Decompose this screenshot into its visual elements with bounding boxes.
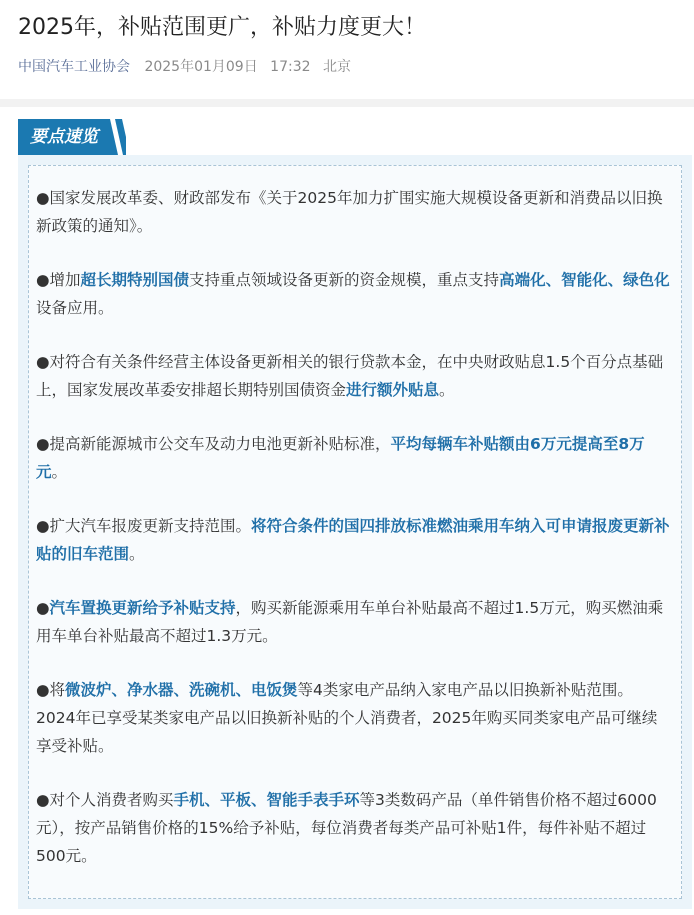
bullet-text: ● bbox=[36, 599, 50, 617]
article-title: 2025年，补贴范围更广，补贴力度更大！ bbox=[18, 15, 426, 40]
bullet-text: 等3类数码产品（单件销售价格不超过6000元），按产品销售价格的15%给予补贴，每位消费者每类产品可补贴1件，每件补贴不超过500元。 bbox=[36, 791, 657, 865]
summary-bullet bbox=[36, 594, 672, 650]
summary-bullet-list bbox=[36, 184, 672, 896]
summary-bullet bbox=[36, 430, 672, 486]
bullet-text: ●对符合有关条件经营主体设备更新相关的银行贷款本金，在中央财政贴息1.5个百分点基础上，国家发展改革委安排超长期特别国债资金 bbox=[36, 353, 664, 399]
bullet-text: ●国家发展改革委、财政部发布《关于2025年加力扩围实施大规模设备更新和消费品以旧换新政策的通知》。 bbox=[36, 189, 663, 235]
bullet-text: 设备应用。 bbox=[36, 299, 114, 317]
bullet-highlight-text: 超长期特别国债 bbox=[80, 271, 190, 289]
article-source-link[interactable]: 中国汽车工业协会 bbox=[18, 59, 130, 75]
publish-time: 17:32 bbox=[270, 59, 311, 75]
bullet-text: ●将 bbox=[36, 681, 66, 699]
bullet-text: 。 bbox=[439, 381, 455, 399]
bullet-text: 。 bbox=[51, 463, 68, 481]
bullet-text: ●扩大汽车报废更新支持范围。 bbox=[36, 517, 252, 535]
summary-bullet bbox=[36, 266, 672, 322]
bullet-highlight-text: 汽车置换更新给予补贴支持 bbox=[49, 599, 236, 617]
section-label-text: 要点速览 bbox=[30, 127, 98, 147]
bullet-highlight-text: 将符合条件的国四排放标准燃油乘用车纳入可申请报废更新补贴的旧车范围 bbox=[36, 517, 670, 563]
summary-bullet bbox=[36, 512, 672, 568]
bullet-text: ●增加 bbox=[36, 271, 81, 289]
bullet-text: ，购买新能源乘用车单台补贴最高不超过1.5万元，购买燃油乘用车单台补贴最高不超过1.3万元。 bbox=[36, 599, 664, 645]
bullet-text: 等4类家电产品纳入家电产品以旧换新补贴范围。2024年已享受某类家电产品以旧换新补贴的个人消费者，2025年购买同类家电产品可继续享受补贴。 bbox=[36, 681, 658, 755]
publish-location: 北京 bbox=[322, 59, 351, 75]
bullet-highlight-text: 进行额外贴息 bbox=[346, 381, 440, 399]
summary-bullet bbox=[36, 184, 672, 240]
bullet-text: ●对个人消费者购买 bbox=[36, 791, 174, 809]
bullet-highlight-text: 平均每辆车补贴额由6万元提高至8万元 bbox=[36, 435, 645, 481]
bullet-highlight-text: 高端化、智能化、绿色化 bbox=[499, 271, 670, 289]
bullet-highlight-text: 微波炉、净水器、洗碗机、电饭煲 bbox=[65, 681, 298, 699]
bullet-highlight-text: 手机、平板、智能手表手环 bbox=[173, 791, 360, 809]
publish-date: 2025年01月09日 bbox=[144, 59, 258, 75]
summary-bullet bbox=[36, 786, 672, 870]
summary-panel bbox=[18, 155, 692, 909]
article-meta bbox=[18, 57, 351, 77]
summary-bullet bbox=[36, 348, 672, 404]
bullet-text: 支持重点领域设备更新的资金规模，重点支持 bbox=[189, 271, 500, 289]
summary-bullet bbox=[36, 676, 672, 760]
bullet-text: ●提高新能源城市公交车及动力电池更新补贴标准， bbox=[36, 435, 391, 453]
section-label-tab bbox=[18, 119, 126, 155]
header-divider bbox=[0, 99, 694, 107]
bullet-text: 。 bbox=[129, 545, 145, 563]
